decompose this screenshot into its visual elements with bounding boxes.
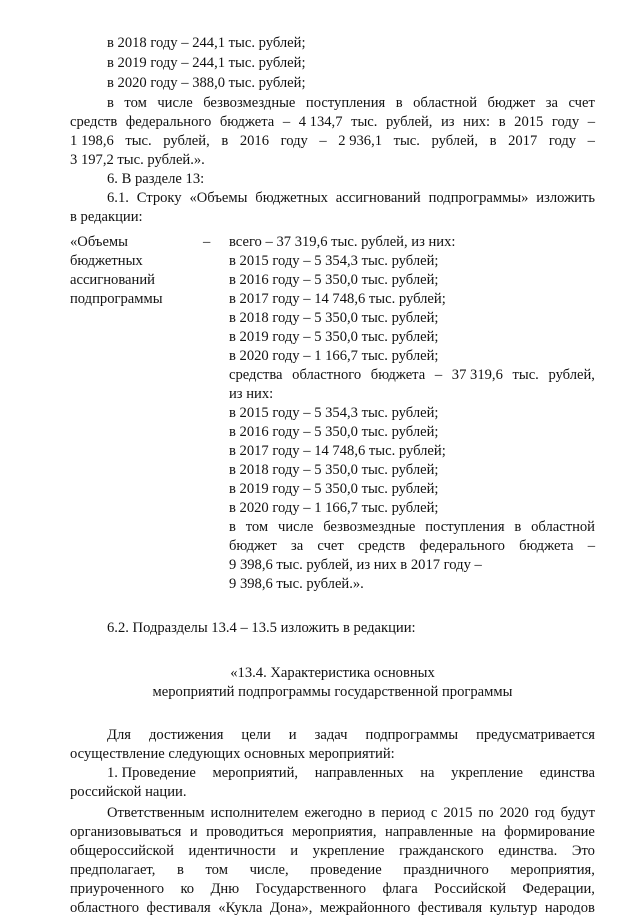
word: тыс. bbox=[393, 133, 420, 149]
word: рублей, bbox=[548, 367, 595, 383]
word: – bbox=[587, 133, 595, 149]
text-line: 3 197,2 тыс. рублей.». bbox=[70, 152, 205, 168]
justified-line bbox=[70, 114, 595, 131]
word: направленных bbox=[314, 765, 404, 781]
word: будут bbox=[560, 805, 595, 821]
word: мероприятий, bbox=[212, 765, 299, 781]
table-label-line: подпрограммы bbox=[70, 291, 163, 307]
word: году bbox=[551, 114, 580, 130]
word: том bbox=[124, 95, 147, 111]
justified-line bbox=[70, 133, 595, 150]
word: идентичности bbox=[188, 843, 276, 859]
word: достижения bbox=[148, 727, 224, 743]
word: 2017 bbox=[508, 133, 538, 149]
word: 2016 bbox=[239, 133, 269, 149]
section-heading: 6. В разделе 13: bbox=[107, 171, 205, 187]
word: 2015 bbox=[443, 805, 473, 821]
table-label-line: бюджетных bbox=[70, 253, 143, 269]
word: счет bbox=[568, 95, 595, 111]
word: областной bbox=[531, 519, 595, 535]
justified-line bbox=[107, 727, 595, 744]
word: бюджета bbox=[370, 367, 426, 383]
word: тыс. bbox=[125, 133, 152, 149]
table-value-line: в 2015 году – 5 354,3 тыс. рублей; bbox=[229, 253, 439, 269]
word: приуроченного bbox=[70, 881, 165, 897]
word: Это bbox=[571, 843, 595, 859]
word: укрепление bbox=[312, 843, 385, 859]
word: в bbox=[395, 95, 403, 111]
word: на bbox=[481, 824, 496, 840]
word: средств bbox=[357, 538, 406, 554]
word: тыс. bbox=[512, 367, 539, 383]
word: мероприятия, bbox=[510, 862, 595, 878]
word: 2020 bbox=[499, 805, 529, 821]
word: бюджет bbox=[229, 538, 277, 554]
table-label-line: «Объемы bbox=[70, 234, 128, 250]
justified-line bbox=[229, 538, 595, 555]
word: мероприятия, bbox=[292, 824, 377, 840]
word: праздничного bbox=[403, 862, 489, 878]
word: средства bbox=[229, 367, 283, 383]
justified-line bbox=[70, 862, 595, 879]
word: средств bbox=[70, 114, 118, 130]
word: 2 936,1 bbox=[338, 133, 383, 149]
word: задач bbox=[314, 727, 348, 743]
word: подпрограммы» bbox=[428, 190, 529, 206]
word: году bbox=[280, 133, 308, 149]
text-line: 6.2. Подразделы 13.4 – 13.5 изложить в редакции: bbox=[107, 620, 416, 636]
word: безвозмездные bbox=[323, 519, 416, 535]
subsection-heading: мероприятий подпрограммы государственной программы bbox=[152, 684, 513, 700]
word: них: bbox=[463, 114, 491, 130]
word: в bbox=[498, 114, 506, 130]
table-value-line: в 2020 году – 1 166,7 тыс. рублей; bbox=[229, 500, 439, 516]
word: народов bbox=[544, 900, 595, 916]
word: в bbox=[514, 519, 522, 535]
word: 4 134,7 bbox=[298, 114, 343, 130]
word: проводиться bbox=[206, 824, 284, 840]
table-value-line: из них: bbox=[229, 386, 274, 402]
word: в bbox=[221, 133, 229, 149]
justified-line bbox=[70, 824, 595, 841]
word: за bbox=[545, 95, 558, 111]
table-value-line: в 2019 году – 5 350,0 тыс. рублей; bbox=[229, 481, 439, 497]
table-value-line: 9 398,6 тыс. рублей, из них в 2017 году – bbox=[229, 557, 482, 573]
word: единства. bbox=[498, 843, 558, 859]
table-dash: – bbox=[203, 234, 211, 250]
table-value-line: в 2016 году – 5 350,0 тыс. рублей; bbox=[229, 272, 439, 288]
word: межрайонного bbox=[319, 900, 411, 916]
word: проведение bbox=[310, 862, 382, 878]
word: период bbox=[381, 805, 425, 821]
word: в bbox=[229, 519, 236, 535]
table-value-line: в 2016 году – 5 350,0 тыс. рублей; bbox=[229, 424, 439, 440]
table-value-line: 9 398,6 тыс. рублей.». bbox=[229, 576, 364, 592]
word: бюджетных bbox=[255, 190, 328, 206]
word: том bbox=[205, 862, 228, 878]
word: и bbox=[288, 727, 297, 743]
word: флага bbox=[382, 881, 418, 897]
word: том bbox=[245, 519, 269, 535]
word: областной bbox=[413, 95, 478, 111]
word: изложить bbox=[536, 190, 595, 206]
justified-line bbox=[229, 367, 595, 384]
word: в bbox=[489, 133, 497, 149]
text-line: в 2018 году – 244,1 тыс. рублей; bbox=[107, 35, 306, 51]
word: году bbox=[548, 133, 577, 149]
word: Дню bbox=[210, 881, 240, 897]
word: подпрограммы bbox=[365, 727, 459, 743]
word: в bbox=[368, 805, 376, 821]
word: 1 198,6 bbox=[70, 133, 114, 149]
word: год bbox=[534, 805, 555, 821]
justified-line bbox=[229, 519, 595, 536]
word: счет bbox=[317, 538, 344, 554]
text-line: в редакции: bbox=[70, 209, 143, 225]
table-value-line: в 2019 году – 5 350,0 тыс. рублей; bbox=[229, 329, 439, 345]
justified-line bbox=[107, 190, 595, 207]
word: «Объемы bbox=[189, 190, 248, 206]
table-value-line: в 2017 году – 14 748,6 тыс. рублей; bbox=[229, 443, 446, 459]
word: Российской bbox=[434, 881, 507, 897]
word: – bbox=[587, 114, 595, 130]
word: Государственного bbox=[255, 881, 367, 897]
word: на bbox=[420, 765, 435, 781]
word: и bbox=[189, 824, 198, 840]
text-line: в 2020 году – 388,0 тыс. рублей; bbox=[107, 75, 306, 91]
text-line: в 2019 году – 244,1 тыс. рублей; bbox=[107, 55, 306, 71]
word: безвозмездные bbox=[203, 95, 296, 111]
word: Ответственным bbox=[107, 805, 205, 821]
subsection-heading: «13.4. Характеристика основных bbox=[230, 665, 435, 681]
word: предполагает, bbox=[70, 862, 156, 878]
word: и bbox=[290, 843, 299, 859]
table-value-line: в 2018 году – 5 350,0 тыс. рублей; bbox=[229, 462, 439, 478]
word: 6.1. bbox=[107, 190, 129, 206]
word: организовываться bbox=[70, 824, 182, 840]
justified-line bbox=[70, 843, 595, 860]
word: рублей, bbox=[431, 133, 479, 149]
table-value-line: в 2015 году – 5 354,3 тыс. рублей; bbox=[229, 405, 439, 421]
word: бюджет bbox=[487, 95, 536, 111]
word: – bbox=[282, 114, 291, 130]
word: Федерации, bbox=[522, 881, 595, 897]
word: поступления bbox=[425, 519, 505, 535]
word: федерального bbox=[125, 114, 212, 130]
word: из bbox=[441, 114, 455, 130]
table-value-line: в 2018 году – 5 350,0 тыс. рублей; bbox=[229, 310, 439, 326]
word: ежегодно bbox=[304, 805, 363, 821]
word: в bbox=[107, 95, 114, 111]
word: в bbox=[176, 862, 184, 878]
word: числе bbox=[277, 519, 314, 535]
text-line: российской нации. bbox=[70, 784, 187, 800]
word: – bbox=[319, 133, 327, 149]
word: ассигнований bbox=[335, 190, 421, 206]
word: тыс. bbox=[351, 114, 378, 130]
word: 1. Проведение bbox=[107, 765, 196, 781]
word: поступления bbox=[305, 95, 386, 111]
word: Дона», bbox=[269, 900, 313, 916]
word: с bbox=[430, 805, 438, 821]
word: культур bbox=[489, 900, 538, 916]
word: укрепление bbox=[451, 765, 523, 781]
word: федерального bbox=[419, 538, 505, 554]
word: фестиваля bbox=[146, 900, 211, 916]
word: – bbox=[434, 367, 443, 383]
word: ко bbox=[180, 881, 195, 897]
word: формирование bbox=[504, 824, 595, 840]
justified-line bbox=[107, 765, 595, 782]
word: единства bbox=[539, 765, 595, 781]
table-label-line: ассигнований bbox=[70, 272, 155, 288]
word: «Кукла bbox=[218, 900, 263, 916]
word: цели bbox=[241, 727, 271, 743]
word: областного bbox=[292, 367, 362, 383]
justified-line bbox=[70, 900, 595, 917]
word: числе, bbox=[249, 862, 289, 878]
word: фестиваля bbox=[417, 900, 483, 916]
word: 37 319,6 bbox=[451, 367, 503, 383]
word: – bbox=[587, 538, 595, 554]
table-value-line: всего – 37 319,6 тыс. рублей, из них: bbox=[229, 234, 456, 250]
justified-line bbox=[107, 95, 595, 112]
justified-line bbox=[107, 805, 595, 822]
word: гражданского bbox=[399, 843, 484, 859]
table-value-line: в 2020 году – 1 166,7 тыс. рублей; bbox=[229, 348, 439, 364]
word: рублей, bbox=[163, 133, 210, 149]
justified-line bbox=[70, 881, 595, 898]
word: исполнителем bbox=[210, 805, 299, 821]
word: предусматривается bbox=[476, 727, 595, 743]
word: общероссийской bbox=[70, 843, 174, 859]
table-value-line: в 2017 году – 14 748,6 тыс. рублей; bbox=[229, 291, 446, 307]
word: рублей, bbox=[385, 114, 433, 130]
word: Строку bbox=[136, 190, 182, 206]
word: за bbox=[290, 538, 304, 554]
word: по bbox=[478, 805, 494, 821]
word: Для bbox=[107, 727, 131, 743]
word: направленные bbox=[384, 824, 473, 840]
word: областного bbox=[70, 900, 139, 916]
word: бюджета bbox=[519, 538, 574, 554]
text-line: осуществление следующих основных мероприятий: bbox=[70, 746, 395, 762]
word: бюджета bbox=[219, 114, 275, 130]
word: числе bbox=[157, 95, 193, 111]
word: 2015 bbox=[514, 114, 544, 130]
